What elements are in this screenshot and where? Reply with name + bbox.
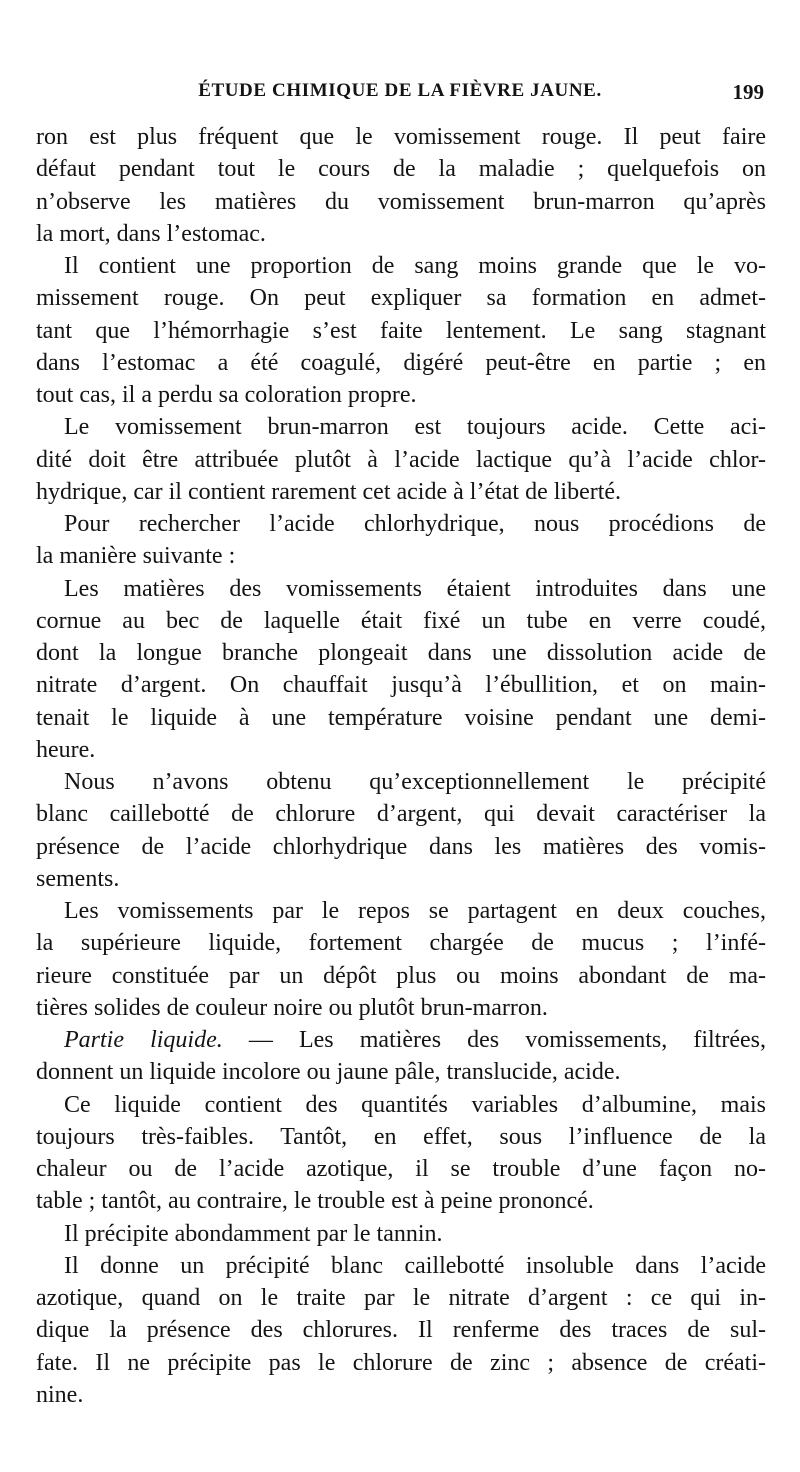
- page-number: 199: [732, 80, 764, 104]
- line-text: présence de l’acide chlorhydrique dans les matières des vomis-: [36, 833, 766, 860]
- running-title: ÉTUDE CHIMIQUE DE LA FIÈVRE JAUNE.: [198, 80, 602, 101]
- text-line: [36, 250, 766, 282]
- text-line: [36, 282, 766, 314]
- line-text: dont la longue branche plongeait dans une dissolution acide de: [36, 640, 766, 666]
- text-line: [36, 1056, 766, 1088]
- text-line: [36, 476, 766, 508]
- line-text: dique la présence des chlorures. Il renferme des traces de sul-: [36, 1317, 766, 1344]
- line-text: Il précipite abondamment par le tannin.: [64, 1220, 443, 1247]
- line-text: tières solides de couleur noire ou plutôt brun-marron.: [36, 994, 548, 1021]
- line-text: chaleur ou de l’acide azotique, il se trouble d’une façon no-: [36, 1156, 766, 1182]
- line-text: azotique, quand on le traite par le nitrate d’argent : ce qui in-: [36, 1285, 766, 1311]
- text-line: [36, 1121, 766, 1153]
- line-text: cornue au bec de laquelle était fixé un tube en verre coudé,: [36, 607, 766, 634]
- line-text: la supérieure liquide, fortement chargée de mucus ; l’infé-: [36, 930, 766, 957]
- body-text: [36, 121, 766, 1411]
- line-text: — Les matières des vomissements, filtrées,: [222, 1027, 766, 1053]
- line-text: n’observe les matières du vomissement brun-marron qu’après: [36, 188, 766, 215]
- line-text: la mort, dans l’estomac.: [36, 220, 266, 247]
- text-line: [36, 831, 766, 863]
- text-line: [36, 734, 766, 766]
- line-text: rieure constituée par un dépôt plus ou moins abondant de ma-: [36, 962, 766, 989]
- line-text: Ce liquide contient des quantités variables d’albumine, mais: [64, 1091, 766, 1118]
- text-line: [36, 605, 766, 637]
- text-line: [36, 895, 766, 927]
- text-line: [36, 1379, 766, 1411]
- line-text: fate. Il ne précipite pas le chlorure de zinc ; absence de créati-: [36, 1349, 766, 1376]
- text-line: [36, 573, 766, 605]
- line-text: dans l’estomac a été coagulé, digéré peut-être en partie ; en: [36, 349, 766, 376]
- line-text: tenait le liquide à une température voisine pendant une demi-: [36, 704, 766, 731]
- text-line: [36, 540, 766, 572]
- line-text: dité doit être attribuée plutôt à l’acide lactique qu’à l’acide chlor-: [36, 446, 766, 473]
- line-text: Il donne un précipité blanc caillebotté insoluble dans l’acide: [64, 1252, 766, 1279]
- line-text: ron est plus fréquent que le vomissement rouge. Il peut faire: [36, 124, 766, 150]
- text-line: [36, 186, 766, 218]
- text-line: [36, 637, 766, 669]
- text-line: [36, 444, 766, 476]
- text-line: [36, 863, 766, 895]
- line-text: Les vomissements par le repos se partagent en deux couches,: [64, 898, 766, 924]
- text-line: [36, 1089, 766, 1121]
- line-text: Il contient une proportion de sang moins grande que le vo-: [64, 253, 766, 279]
- text-line: [36, 153, 766, 185]
- line-text: Pour rechercher l’acide chlorhydrique, nous procédions de: [64, 511, 766, 537]
- text-line: [36, 1185, 766, 1217]
- text-line: [36, 1250, 766, 1282]
- text-line: [36, 798, 766, 830]
- text-line: [36, 1314, 766, 1346]
- line-text: table ; tantôt, au contraire, le trouble est à peine prononcé.: [36, 1188, 594, 1215]
- line-text: hydrique, car il contient rarement cet acide à l’état de liberté.: [36, 478, 622, 505]
- text-line: [36, 347, 766, 379]
- line-text: missement rouge. On peut expliquer sa formation en admet-: [36, 285, 766, 312]
- line-text: donnent un liquide incolore ou jaune pâle, translucide, acide.: [36, 1059, 621, 1086]
- line-text: nitrate d’argent. On chauffait jusqu’à l’ébullition, et on main-: [36, 672, 766, 699]
- line-text: Les matières des vomissements étaient introduites dans une: [64, 575, 766, 602]
- line-text: Nous n’avons obtenu qu’exceptionnellement le précipité: [64, 769, 766, 795]
- line-text: toujours très-faibles. Tantôt, en effet, sous l’influence de la: [36, 1123, 766, 1150]
- text-line: [36, 1347, 766, 1379]
- line-text: défaut pendant tout le cours de la maladie ; quelquefois on: [36, 156, 766, 183]
- text-line: [36, 702, 766, 734]
- text-line: [36, 1024, 766, 1056]
- line-text: nine.: [36, 1381, 84, 1408]
- line-text: heure.: [36, 736, 96, 763]
- text-line: [36, 508, 766, 540]
- text-line: [36, 1153, 766, 1185]
- text-line: [36, 927, 766, 959]
- text-line: [36, 411, 766, 443]
- text-line: [36, 992, 766, 1024]
- line-text: la manière suivante :: [36, 543, 236, 570]
- text-line: [36, 218, 766, 250]
- section-heading: Partie liquide.: [64, 1027, 223, 1053]
- line-text: tout cas, il a perdu sa coloration propre.: [36, 382, 417, 408]
- text-line: [36, 121, 766, 153]
- line-text: tant que l’hémorrhagie s’est faite lentement. Le sang stagnant: [36, 317, 766, 344]
- line-text: sements.: [36, 865, 120, 892]
- page-header: [36, 80, 764, 116]
- text-line: [36, 1218, 766, 1250]
- text-line: [36, 379, 766, 411]
- line-text: Le vomissement brun-marron est toujours acide. Cette aci-: [64, 414, 766, 441]
- text-line: [36, 960, 766, 992]
- text-line: [36, 766, 766, 798]
- text-line: [36, 315, 766, 347]
- text-line: [36, 1282, 766, 1314]
- line-text: blanc caillebotté de chlorure d’argent, qui devait caractériser la: [36, 801, 766, 828]
- text-line: [36, 669, 766, 701]
